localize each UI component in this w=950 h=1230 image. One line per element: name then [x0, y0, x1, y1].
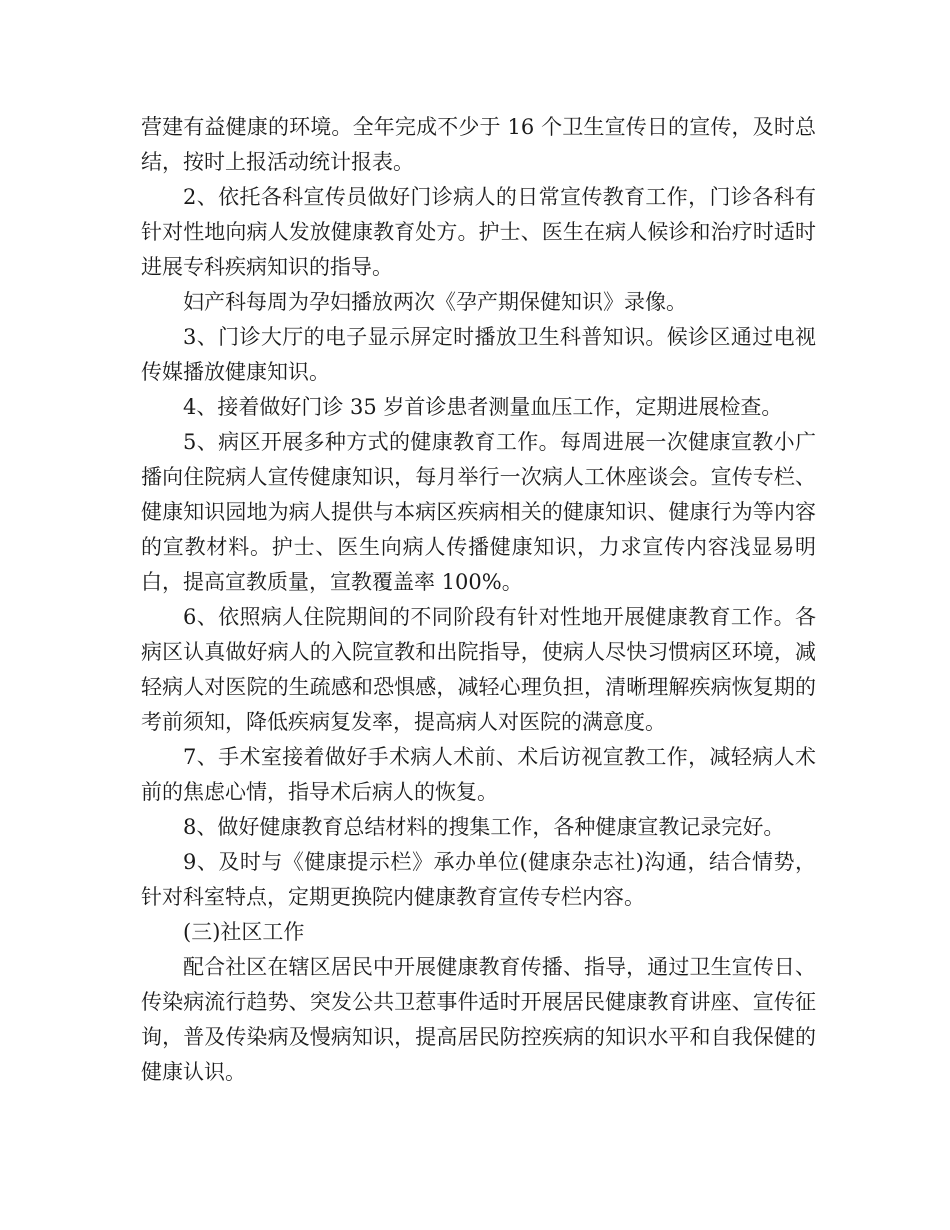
paragraph-1: 营建有益健康的环境。全年完成不少于 16 个卫生宣传日的宣传，及时总结，按时上报活动统计报表。 [141, 115, 816, 174]
paragraph-12: 配合社区在辖区居民中开展健康教育传播、指导，通过卫生宣传日、传染病流行趋势、突发公共卫惹事件适时开展居民健康教育讲座、宣传征询，普及传染病及慢病知识，提高居民防控疾病的知识水平和自我保健的健康认识。 [141, 955, 816, 1084]
document-body [141, 110, 816, 1090]
paragraph-6: 5、病区开展多种方式的健康教育工作。每周进展一次健康宣教小广播向住院病人宣传健康知识，每月举行一次病人工休座谈会。宣传专栏、健康知识园地为病人提供与本病区疾病相关的健康知识、健康行为等内容的宣教材料。护士、医生向病人传播健康知识，力求宣传内容浅显易明白，提高宣教质量，宣教覆盖率 100%。 [141, 430, 816, 594]
paragraph-8: 7、手术室接着做好手术病人术前、术后访视宣教工作，减轻病人术前的焦虑心情，指导术后病人的恢复。 [141, 745, 816, 804]
paragraph-4: 3、门诊大厅的电子显示屏定时播放卫生科普知识。候诊区通过电视传媒播放健康知识。 [141, 325, 816, 384]
paragraph-9: 8、做好健康教育总结材料的搜集工作，各种健康宣教记录完好。 [183, 815, 785, 839]
section-heading-community: (三)社区工作 [183, 920, 305, 944]
paragraph-5: 4、接着做好门诊 35 岁首诊患者测量血压工作，定期进展检查。 [183, 395, 783, 419]
paragraph-2: 2、依托各科宣传员做好门诊病人的日常宣传教育工作，门诊各科有针对性地向病人发放健康教育处方。护士、医生在病人候诊和治疗时适时进展专科疾病知识的指导。 [141, 185, 816, 279]
paragraph-10: 9、及时与《健康提示栏》承办单位(健康杂志社)沟通，结合情势，针对科室特点，定期更换院内健康教育宣传专栏内容。 [141, 850, 816, 909]
paragraph-3: 妇产科每周为孕妇播放两次《孕产期保健知识》录像。 [183, 290, 687, 314]
paragraph-7: 6、依照病人住院期间的不同阶段有针对性地开展健康教育工作。各病区认真做好病人的入院宣教和出院指导，使病人尽快习惯病区环境，减轻病人对医院的生疏感和恐惧感，减轻心理负担，清晰理解疾病恢复期的考前须知，降低疾病复发率，提高病人对医院的满意度。 [141, 605, 816, 734]
